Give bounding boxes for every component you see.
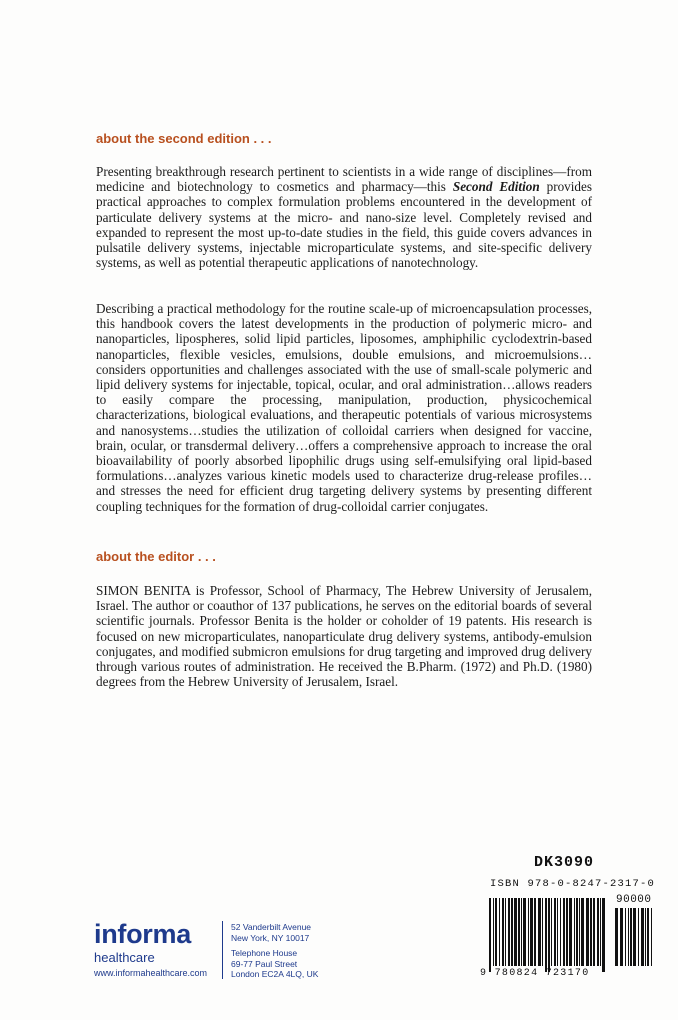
second-edition-paragraph-2: Describing a practical methodology for the routine scale-up of microencapsulation processes, this handbook covers the latest developments in the production of polymeric micro- and nanoparticles, lipospheres, solid lipid particles, liposomes, amphiphilic cyclodextrin-based nanoparticles, flexible vesicles, emulsions, double emulsions, and microemulsions…considers opportunities and challenges associated with the use of small-scale polymeric and lipid delivery systems for injectable, topical, ocular, and oral administration…allows readers to easily compare the processing, manipulation, production, physicochemical characterizations, biological evaluations, and therapeutic potentials of various microsystems and nanosystems…studies the utilization of colloidal carriers when designed for vaccine, brain, ocular, or transdermal delivery…offers a comprehensive approach to increase the oral bioavailability of poorly absorbed lipophilic drugs using self-emulsifying oral lipid-based formulations…analyzes various kinetic models used to characterize drug-release profiles…and stresses the need for efficient drug targeting delivery systems by presenting different coupling techniques for the formation of drug-colloidal carrier conjugates. xyxy=(96,301,592,514)
barcode-bar xyxy=(493,898,494,966)
ean-barcode-bars xyxy=(489,898,605,972)
barcode-bar xyxy=(489,898,491,972)
address-us xyxy=(231,922,311,943)
barcode-bar xyxy=(625,908,626,966)
price-addon-bars xyxy=(615,908,652,966)
barcode-bar xyxy=(630,908,632,966)
barcode-bar xyxy=(579,898,580,966)
address-us-line-1: 52 Vanderbilt Avenue xyxy=(231,922,312,932)
price-code: 90000 xyxy=(616,894,652,906)
barcode-bar xyxy=(505,898,506,966)
barcode-bar xyxy=(521,898,522,966)
barcode-bar xyxy=(554,898,556,966)
address-uk-line-1: Telephone House xyxy=(231,948,298,958)
barcode-bar xyxy=(538,898,541,966)
barcode-bar xyxy=(590,898,592,966)
barcode-bar xyxy=(597,898,599,966)
footer-divider xyxy=(222,921,223,979)
barcode-bar xyxy=(641,908,644,966)
p1-text-after: provides practical approaches to complex formulation problems encountered in the development of particulate delivery systems at the micro- and nano-size level. Completely revised and expanded to represent the most up-to-date studies in the field, this guide covers advances in pulsatile delivery systems, injectable microparticulate systems, and site-specific delivery systems, as well as potential therapeutic applications of nanotechnology. xyxy=(96,179,593,271)
barcode-bar xyxy=(495,898,497,966)
barcode-bar xyxy=(551,898,552,966)
p1-text-before: Presenting breakthrough research pertinent to scientists in a wide range of disciplines—from medicine and biotechnology to cosmetics and pharmacy—this xyxy=(96,164,592,195)
barcode-bar xyxy=(563,898,565,966)
barcode-bar xyxy=(523,898,526,966)
barcode-bar xyxy=(511,898,513,966)
publisher-logo xyxy=(94,920,207,978)
second-edition-paragraph-1 xyxy=(96,164,592,270)
barcode-bar xyxy=(502,898,504,966)
isbn-label: ISBN 978-0-8247-2317-0 xyxy=(490,878,656,890)
address-uk-line-3: London EC2A 4LQ, UK xyxy=(231,969,319,979)
barcode-bar xyxy=(647,908,649,966)
barcode-bar xyxy=(528,898,529,966)
barcode-bar xyxy=(620,908,623,966)
address-us-line-2: New York, NY 10017 xyxy=(231,932,310,943)
barcode-bar xyxy=(600,898,601,966)
barcode-bar xyxy=(574,898,575,966)
barcode-bar xyxy=(581,898,584,966)
barcode-bar xyxy=(633,908,636,966)
barcode-bar xyxy=(542,898,543,966)
barcode-bar xyxy=(566,898,568,966)
barcode-bar xyxy=(557,898,558,966)
barcode-bar xyxy=(534,898,536,966)
barcode-bar xyxy=(560,898,561,966)
catalog-number: DK3090 xyxy=(534,854,595,871)
address-uk-line-2: 69-77 Paul Street xyxy=(231,958,298,969)
editor-heading: about the editor . . . xyxy=(96,549,216,564)
publisher-logo-wordmark: informa xyxy=(94,919,191,949)
barcode-bar xyxy=(628,908,629,966)
barcode-bar xyxy=(602,898,605,972)
barcode-bar xyxy=(548,898,550,972)
barcode-bar xyxy=(499,898,500,966)
barcode-bar xyxy=(638,908,639,966)
publisher-logo-subtitle: healthcare xyxy=(94,950,155,965)
barcode-bar xyxy=(615,908,618,966)
ean-digits: 9 780824 723170 xyxy=(480,968,590,979)
barcode-bar xyxy=(645,908,646,966)
editor-bio: SIMON BENITA is Professor, School of Pharmacy, The Hebrew University of Jerusalem, Israel. The author or coauthor of 137 publications, he serves on the editorial boards of several scientific journals. Professor Benita is the holder or coholder of 19 patents. His research is focused on new microparticulates, nanoparticulate drug delivery systems, antibody-emulsion conjugates, and modified submicron emulsions for drug targeting and improved drug delivery through various routes of administration. He received the B.Pharm. (1972) and Ph.D. (1980) degrees from the Hebrew University of Jerusalem, Israel. xyxy=(96,583,592,690)
second-edition-heading: about the second edition . . . xyxy=(96,131,272,146)
barcode-bar xyxy=(514,898,517,966)
barcode-bar xyxy=(651,908,652,966)
barcode-bar xyxy=(518,898,520,966)
barcode-bar xyxy=(593,898,595,966)
barcode-bar xyxy=(545,898,547,972)
barcode-bar xyxy=(576,898,578,966)
barcode-bar xyxy=(586,898,589,966)
publisher-url: www.informahealthcare.com xyxy=(94,968,208,978)
p1-emphasis: Second Edition xyxy=(452,179,540,195)
address-uk xyxy=(231,948,318,980)
barcode-bar xyxy=(530,898,533,966)
barcode-bar xyxy=(508,898,510,966)
barcode-bar xyxy=(569,898,572,966)
